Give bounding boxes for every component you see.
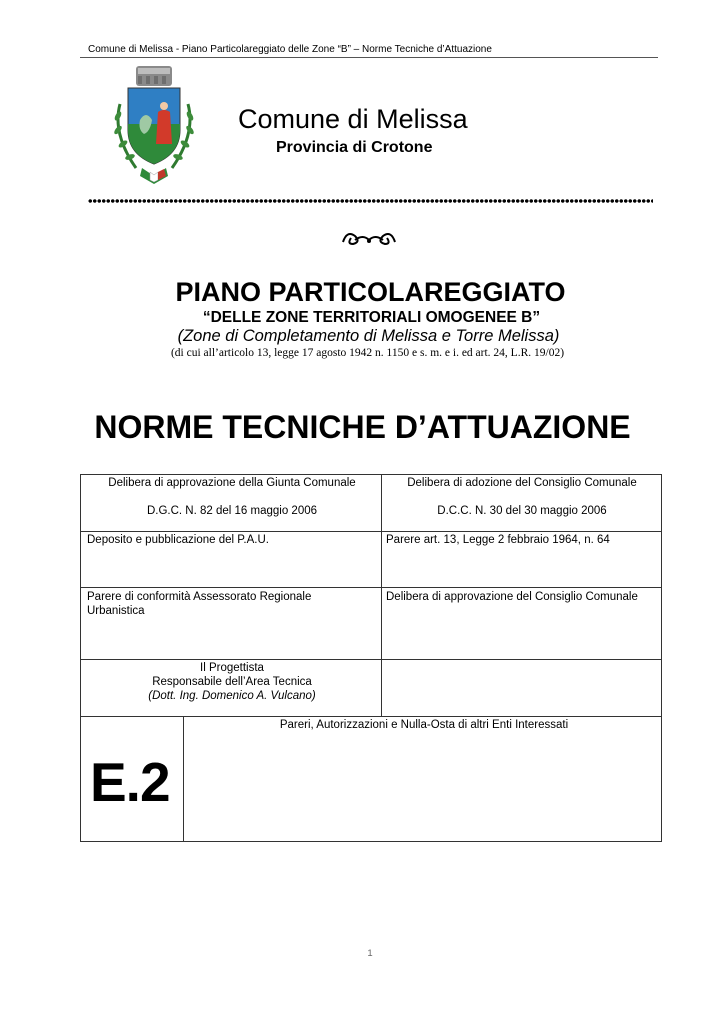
deposit-label: Deposito e pubblicazione del P.A.U. [87,534,269,546]
parere-art13-label: Parere art. 13, Legge 2 febbraio 1964, n. 64 [386,534,610,546]
coat-of-arms-icon [106,64,202,186]
consiglio-adoption-value: D.C.C. N. 30 del 30 maggio 2006 [437,505,607,517]
zones-description: (Zone di Completamento di Melissa e Torre Melissa) [177,327,560,345]
document-title: NORME TECNICHE D’ATTUAZIONE [94,409,631,445]
document-code: E.2 [90,751,170,813]
consiglio-approval-label: Delibera di approvazione del Consiglio Comunale [386,591,638,603]
legal-reference: (di cui all’articolo 13, legge 17 agosto 1942 n. 1150 e s. m. e i. ed art. 24, L.R. 19/02) [170,347,565,359]
designer-name: (Dott. Ing. Domenico A. Vulcano) [148,690,316,702]
table-divider-horizontal [81,587,661,588]
table-divider-horizontal [81,716,661,717]
dotted-divider [88,197,653,205]
consiglio-adoption-label: Delibera di adozione del Consiglio Comunale [407,477,637,489]
giunta-label: Delibera di approvazione della Giunta Comunale [108,477,356,489]
giunta-value: D.G.C. N. 82 del 16 maggio 2006 [146,505,318,517]
designer-area: Responsabile dell’Area Tecnica [152,676,312,688]
designer-role: Il Progettista [200,662,264,674]
flourish-ornament-icon [339,228,399,248]
header-rule [80,57,658,58]
table-divider-vertical [381,475,382,716]
plan-subtitle: “DELLE ZONE TERRITORIALI OMOGENEE B” [202,309,541,326]
municipality-name: Comune di Melissa [238,104,468,134]
table-divider-horizontal [81,659,661,660]
table-divider-vertical [183,716,184,842]
conformity-label-line1: Parere di conformità Assessorato Regionale [87,591,312,603]
running-header: Comune di Melissa - Piano Particolareggiato delle Zone “B” – Norme Tecniche d’Attuazione [88,44,492,55]
page-number: 1 [367,948,373,959]
table-divider-horizontal [81,531,661,532]
other-entities-label: Pareri, Autorizzazioni e Nulla-Osta di altri Enti Interessati [279,719,569,731]
plan-title: PIANO PARTICOLAREGGIATO [175,277,566,307]
province-name: Provincia di Crotone [276,139,433,156]
conformity-label-line2: Urbanistica [87,605,145,617]
